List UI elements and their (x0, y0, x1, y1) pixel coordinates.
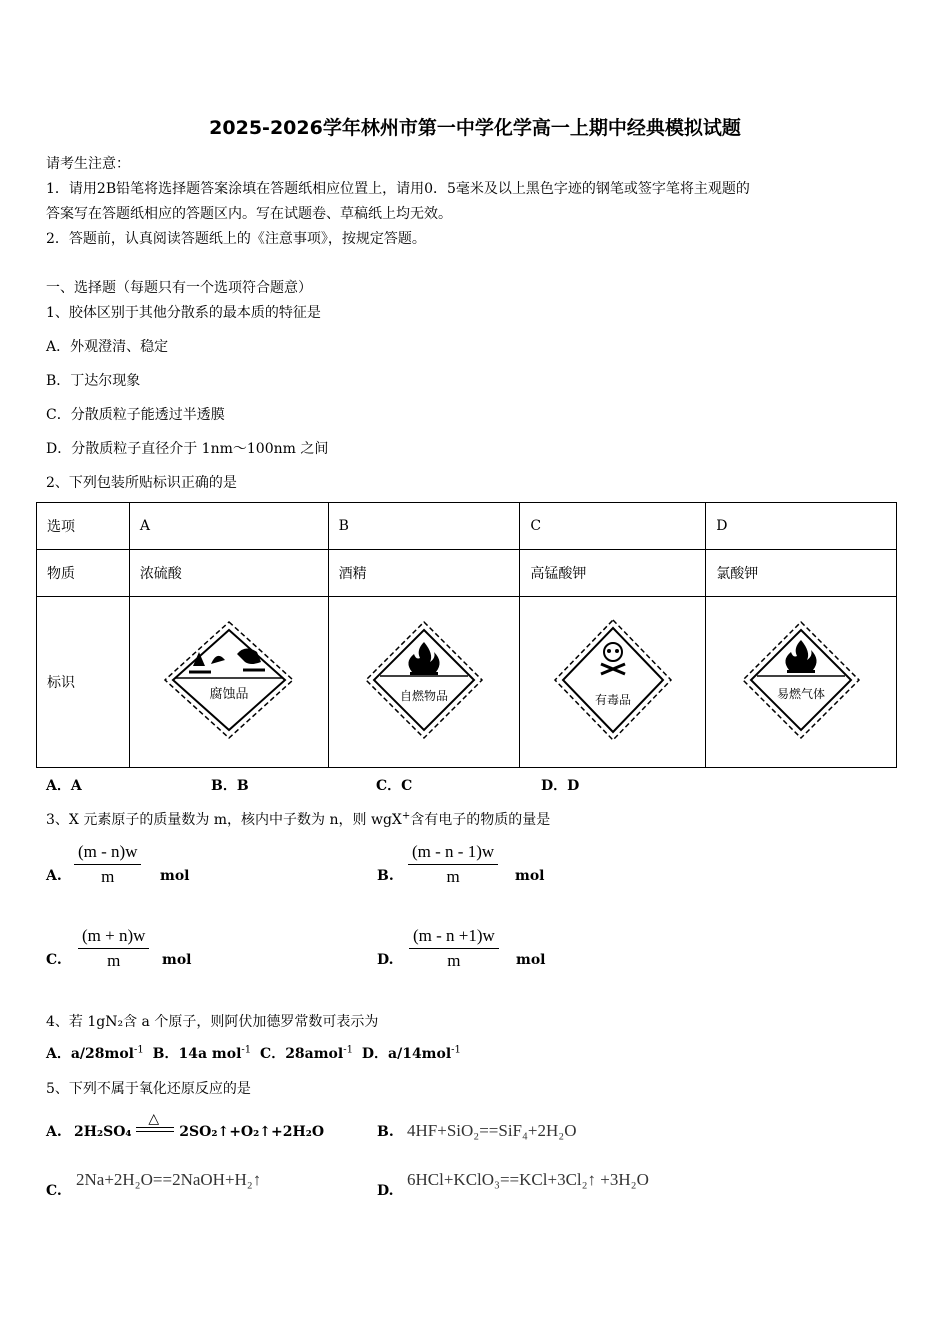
table-cell: 氯酸钾 (706, 550, 897, 597)
table-row-substance (37, 550, 897, 597)
table-cell: 酒精 (328, 550, 520, 597)
q5-stem: 5、下列不属于氧化还原反应的是 (46, 1081, 251, 1097)
denominator: m (107, 951, 121, 970)
q3-a-unit: mol (160, 868, 190, 884)
q2-option-d: D．D (541, 778, 580, 794)
numerator: (m - n)w (74, 842, 141, 865)
skull-hazard-icon (551, 616, 675, 744)
toxic-sign-cell (520, 597, 706, 768)
q1-option-a: A．外观澄清、稳定 (46, 339, 169, 355)
table-row-options (37, 503, 897, 550)
table-cell: 浓硫酸 (129, 550, 328, 597)
exponent: -1 (134, 1044, 144, 1056)
q2-option-a: A．A (46, 778, 82, 794)
q3-stem-pre: 3、X 元素原子的质量数为 m，核内中子数为 n，则 wgX (46, 812, 402, 828)
q4-option-b: B．14a mol (152, 1046, 242, 1062)
q3-b-unit: mol (515, 868, 545, 884)
heat-arrow (136, 1111, 174, 1139)
exponent: -1 (343, 1044, 353, 1056)
flame-hazard-icon (362, 618, 486, 742)
heat-symbol: △ (148, 1111, 160, 1127)
section-heading: 一、选择题（每题只有一个选项符合题意） (46, 280, 312, 296)
q4-option-a: A．a/28mol (46, 1046, 134, 1062)
page-title: 2025-2026学年林州市第一中学化学高一上期中经典模拟试题 (209, 117, 741, 139)
sign-label: 自燃物品 (400, 689, 449, 703)
q5-b-label: B. (377, 1124, 394, 1140)
exponent: -1 (451, 1044, 461, 1056)
q4-option-c: C．28amol (260, 1046, 344, 1062)
numerator: (m - n +1)w (409, 926, 499, 949)
q3-b-fraction (408, 842, 498, 887)
flame-hazard-icon (739, 618, 863, 742)
q3-a-fraction (74, 842, 141, 887)
q5-c-label: C. (46, 1183, 62, 1199)
sign-label: 易燃气体 (777, 687, 826, 701)
q3-stem (46, 809, 550, 829)
table-cell: A (129, 503, 328, 550)
table-cell: 标识 (37, 597, 130, 768)
q2-stem: 2、下列包装所贴标识正确的是 (46, 475, 237, 491)
q5-c-equation: 2Na+2H₂O==2NaOH+H₂↑ (76, 1170, 262, 1189)
q1-option-d: D．分散质粒子直径介于 1nm～100nm 之间 (46, 441, 329, 457)
q3-a-label: A. (46, 868, 62, 884)
table-cell: 物质 (37, 550, 130, 597)
q5-b-equation: 4HF+SiO₂==SiF₄+2H₂O (407, 1121, 577, 1140)
notice-line-1b: 答案写在答题纸相应的答题区内。写在试题卷、草稿纸上均无效。 (46, 206, 452, 222)
denominator: m (101, 867, 115, 886)
q3-c-fraction (78, 926, 149, 971)
notice-line-1: 1．请用2B铅笔将选择题答案涂填在答题纸相应位置上，请用0．5毫米及以上黑色字迹的钢笔或签字笔将主观题的 (46, 181, 750, 197)
q4-stem: 4、若 1gN₂含 a 个原子，则阿伏加德罗常数可表示为 (46, 1014, 379, 1030)
table-cell: 选项 (37, 503, 130, 550)
exponent: -1 (241, 1044, 252, 1056)
q1-option-b: B．丁达尔现象 (46, 373, 141, 389)
q3-b-label: B. (377, 868, 394, 884)
q2-option-c: C．C (376, 778, 413, 794)
q3-d-label: D. (377, 952, 394, 968)
q1-option-c: C．分散质粒子能透过半透膜 (46, 407, 225, 423)
table-cell: 高锰酸钾 (520, 550, 706, 597)
q5-d-label: D. (377, 1183, 394, 1199)
corrosive-sign-cell (129, 597, 328, 768)
q3-d-unit: mol (516, 952, 546, 968)
q5-a-equation (74, 1111, 325, 1140)
numerator: (m + n)w (78, 926, 149, 949)
hazard-label-table (36, 502, 897, 768)
flammable-solid-sign-cell (328, 597, 520, 768)
table-cell: D (706, 503, 897, 550)
notice-line-2: 2．答题前，认真阅读答题纸上的《注意事项》，按规定答题。 (46, 231, 426, 247)
equation-right: 2SO₂↑+O₂↑+2H₂O (179, 1124, 325, 1140)
q5-a-label: A. (46, 1124, 62, 1140)
equation-left: 2H₂SO₄ (74, 1124, 132, 1140)
q2-option-b: B．B (211, 778, 249, 794)
q5-d-equation: 6HCl+KClO₃==KCl+3Cl₂↑ +3H₂O (407, 1170, 649, 1189)
denominator: m (446, 867, 460, 886)
sign-label: 腐蚀品 (209, 687, 249, 702)
notice-heading: 请考生注意： (46, 156, 130, 172)
sign-label: 有毒品 (594, 693, 631, 707)
flammable-gas-sign-cell (706, 597, 897, 768)
corrosive-hazard-icon (159, 618, 299, 742)
q4-options (46, 1043, 461, 1063)
table-cell: B (328, 503, 520, 550)
denominator: m (447, 951, 461, 970)
table-row-label (37, 597, 897, 768)
q3-c-unit: mol (162, 952, 192, 968)
q3-c-label: C. (46, 952, 62, 968)
q3-stem-sup: + (401, 810, 411, 822)
q1-stem: 1、胶体区别于其他分散系的最本质的特征是 (46, 305, 321, 321)
q4-option-d: D．a/14mol (361, 1046, 452, 1062)
q3-stem-post: 含有电子的物质的量是 (410, 812, 551, 828)
q3-d-fraction (409, 926, 499, 971)
table-cell: C (520, 503, 706, 550)
numerator: (m - n - 1)w (408, 842, 498, 865)
